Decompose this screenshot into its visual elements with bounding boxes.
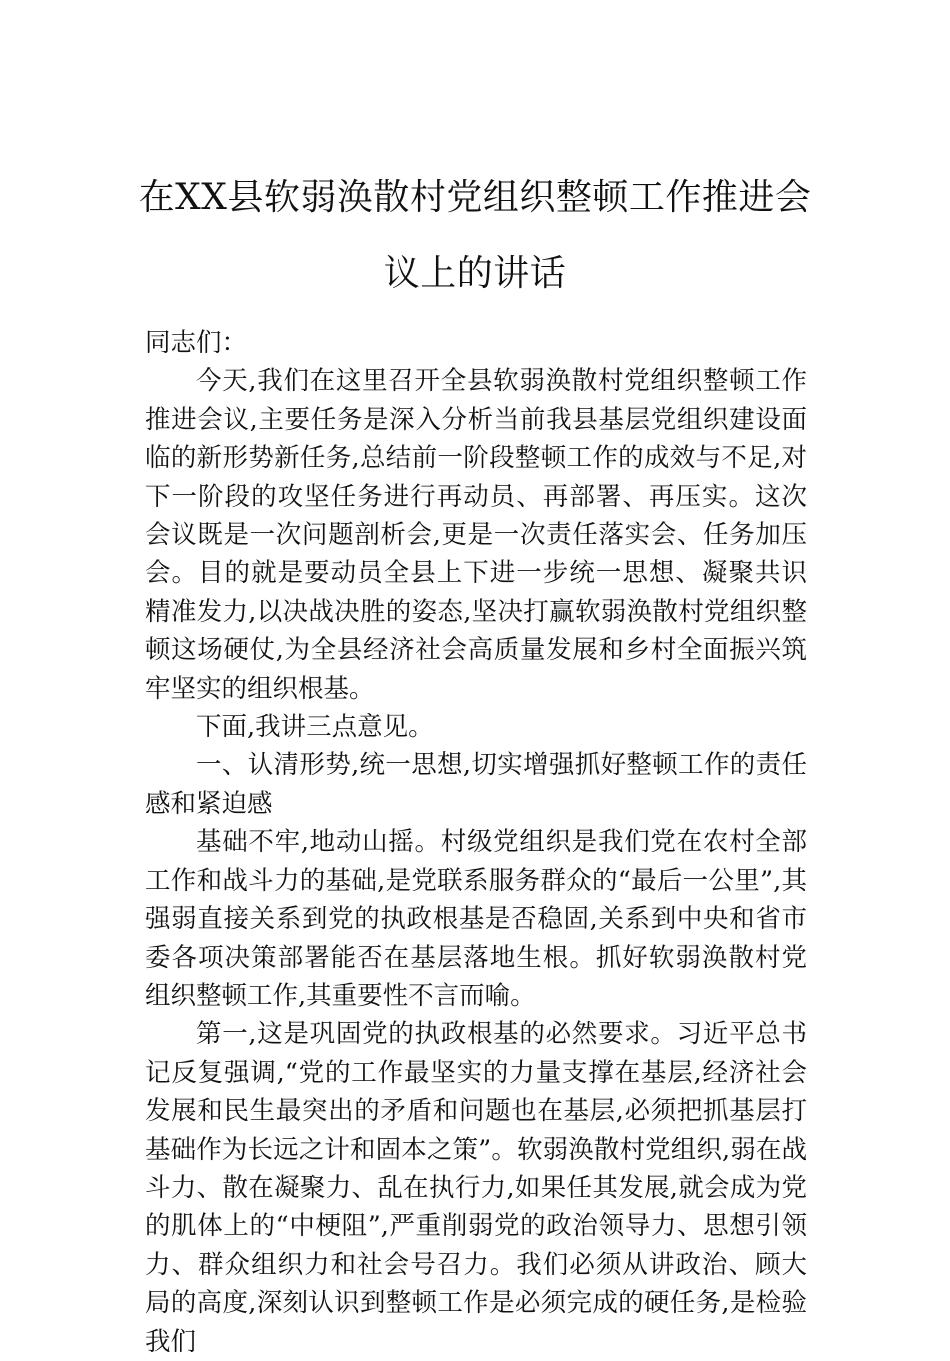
section-heading-1: 一、认清形势,统一思想,切实增强抓好整顿工作的责任感和紧迫感: [145, 750, 807, 819]
document-title: 在XX县软弱涣散村党组织整顿工作推进会议上的讲话: [138, 177, 812, 294]
paragraph-first-point: 第一,这是巩固党的执政根基的必然要求。习近平总书记反复强调,“党的工作最坚实的力量支撑在基层,经济社会发展和民生最突出的矛盾和问题也在基层,必须把抓基层打基础作为长远之计和固本之策”。软弱涣散村党组织,弱在战斗力、散在凝聚力、乱在执行力,如果任其发展,就会成为党的肌体上的“中梗阻”,严重削弱党的政治领导力、思想引领力、群众组织力和社会号召力。我们必须从讲政治、顾大局的高度,深刻认识到整顿工作是必须完成的硬任务,是检验我们: [145, 1019, 807, 1357]
salutation: 同志们：: [145, 328, 248, 358]
document-body: [145, 324, 807, 1361]
paragraph-transition: 下面,我讲三点意见。: [196, 712, 434, 743]
paragraph-foundation: 基础不牢,地动山摇。村级党组织是我们党在农村全部工作和战斗力的基础,是党联系服务群众的“最后一公里”,其强弱直接关系到党的执政根基是否稳固,关系到中央和省市委各项决策部署能否在基层落地生根。抓好软弱涣散村党组织整顿工作,其重要性不言而喻。: [145, 827, 807, 1011]
paragraph-intro: 今天,我们在这里召开全县软弱涣散村党组织整顿工作推进会议,主要任务是深入分析当前我县基层党组织建设面临的新形势新任务,总结前一阶段整顿工作的成效与不足,对下一阶段的攻坚任务进行再动员、再部署、再压实。这次会议既是一次问题剖析会,更是一次责任落实会、任务加压会。目的就是要动员全县上下进一步统一思想、凝聚共识精准发力,以决战决胜的姿态,坚决打赢软弱涣散村党组织整顿这场硬仗,为全县经济社会高质量发展和乡村全面振兴筑牢坚实的组织根基。: [145, 366, 807, 704]
